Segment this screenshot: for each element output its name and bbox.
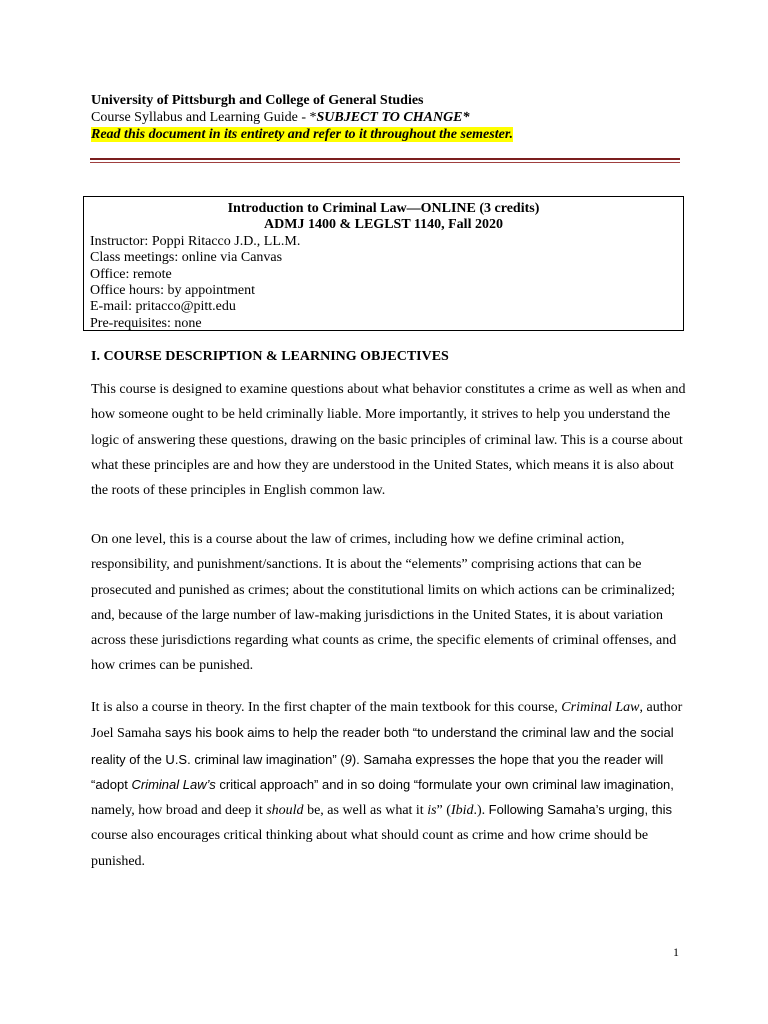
meetings-line: Class meetings: online via Canvas bbox=[90, 250, 283, 266]
section-heading: I. COURSE DESCRIPTION & LEARNING OBJECTIVES bbox=[91, 349, 449, 364]
page-number: 1 bbox=[673, 945, 679, 959]
office-line: Office: remote bbox=[90, 266, 172, 282]
emphasis: should bbox=[266, 803, 304, 819]
paragraph-line: across these jurisdictions regarding what counts as crime, the specific elements of criminal offenses, and bbox=[91, 633, 677, 649]
subtitle-prefix: Course Syllabus and Learning Guide - * bbox=[91, 110, 317, 125]
paragraph-line: the roots of these principles in English common law. bbox=[91, 483, 386, 499]
text-run: .). bbox=[473, 803, 489, 819]
text-run: ). Samaha expresses the hope that you the reader will bbox=[351, 751, 664, 767]
text-run: Joel Samaha bbox=[91, 726, 165, 742]
course-code: ADMJ 1400 & LEGLST 1140, Fall 2020 bbox=[264, 217, 503, 233]
header-divider-thin bbox=[90, 162, 680, 163]
text-run: reality of the U.S. criminal law imagination” ( bbox=[91, 751, 345, 767]
paragraph-line bbox=[91, 797, 691, 823]
paragraph-line bbox=[91, 720, 691, 746]
text-run: says his book aims to help the reader both “to understand the criminal law and the social bbox=[164, 725, 674, 741]
paragraph-3 bbox=[91, 695, 691, 874]
paragraph-line bbox=[91, 695, 691, 720]
syllabus-subtitle bbox=[91, 109, 691, 126]
text-run: namely, how broad and deep it bbox=[91, 803, 267, 819]
paragraph-line: how someone ought to be held criminally liable. More importantly, it strives to help you understand the bbox=[91, 407, 671, 423]
paragraph-line bbox=[91, 772, 691, 797]
paragraph-line: punished. bbox=[91, 853, 146, 869]
course-info-box bbox=[83, 196, 684, 331]
paragraph-line bbox=[91, 747, 691, 772]
highlighted-notice: Read this document in its entirety and refer to it throughout the semester. bbox=[91, 127, 513, 142]
header-divider bbox=[90, 158, 680, 160]
text-run: “adopt bbox=[91, 776, 132, 792]
paragraph-line: logic of answering these questions, drawing on the basic principles of criminal law. This is a course about bbox=[91, 432, 683, 448]
text-run: , author bbox=[639, 700, 683, 715]
university-name: University of Pittsburgh and College of General Studies bbox=[91, 93, 424, 108]
page-ref: 9 bbox=[344, 751, 352, 767]
paragraph-line: prosecuted and punished as crimes; about the constitutional limits on which actions can be criminalized; bbox=[91, 582, 675, 598]
paragraph-line: responsibility, and punishment/sanctions. It is about the “elements” comprising actions that can be bbox=[91, 557, 642, 573]
text-run: ” ( bbox=[436, 803, 451, 819]
paragraph-line: This course is designed to examine questions about what behavior constitutes a crime as well as when and bbox=[91, 382, 686, 397]
paragraph-2 bbox=[91, 527, 691, 679]
instructor-line: Instructor: Poppi Ritacco J.D., LL.M. bbox=[90, 233, 301, 249]
paragraph-1 bbox=[91, 377, 691, 503]
subtitle-emphasis: SUBJECT TO CHANGE* bbox=[316, 110, 470, 125]
text-run: be, as well as what it bbox=[303, 803, 428, 819]
book-title: Criminal Law’s bbox=[131, 776, 216, 792]
text-run: It is also a course in theory. In the first chapter of the main textbook for this course, bbox=[91, 700, 562, 715]
book-title: Criminal Law bbox=[561, 700, 640, 715]
text-run: critical approach” and in so doing “formulate your own criminal law imagination, bbox=[215, 776, 674, 792]
course-title: Introduction to Criminal Law—ONLINE (3 credits) bbox=[227, 201, 540, 216]
paragraph-line: course also encourages critical thinking about what should count as crime and how crime should be bbox=[91, 828, 649, 844]
document-header bbox=[91, 92, 691, 143]
text-run: Following Samaha’s urging, this bbox=[488, 802, 672, 818]
office-hours-line: Office hours: by appointment bbox=[90, 283, 255, 299]
prerequisites-line: Pre-requisites: none bbox=[90, 315, 202, 331]
paragraph-line: On one level, this is a course about the law of crimes, including how we define criminal action, bbox=[91, 532, 625, 547]
paragraph-line: and, because of the large number of law-making jurisdictions in the United States, it is about variation bbox=[91, 607, 664, 623]
paragraph-line: what these principles are and how they are understood in the United States, which means it is also about bbox=[91, 457, 674, 473]
emphasis: is bbox=[427, 803, 437, 819]
email-line: E-mail: pritacco@pitt.edu bbox=[90, 299, 236, 315]
emphasis: Ibid bbox=[450, 803, 474, 819]
paragraph-line: how crimes can be punished. bbox=[91, 658, 254, 674]
